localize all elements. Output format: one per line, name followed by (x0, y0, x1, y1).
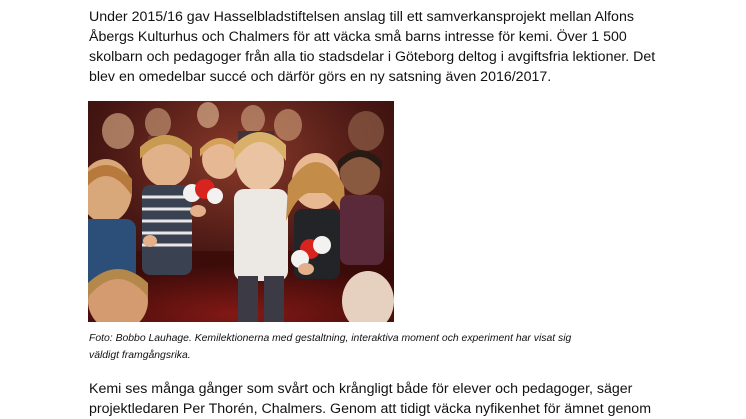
intro-line: Under 2015/16 gav Hasselbladstiftelsen anslag till ett samverkansprojekt mellan Alfons (89, 9, 634, 25)
intro-line: skolbarn och pedagoger från alla tio stadsdelar i Göteborg deltog i avgiftsfria lektioner. Det (89, 49, 656, 65)
body-line: projektledaren Per Thorén, Chalmers. Genom att tidigt väcka nyfikenhet för ämnet genom (89, 401, 652, 417)
intro-paragraph (89, 7, 729, 87)
body-paragraph (89, 379, 729, 419)
article-photo (88, 101, 394, 322)
caption-line: Foto: Bobbo Lauhage. Kemilektionerna med gestaltning, interaktiva moment och experiment har visat sig (89, 333, 572, 344)
caption-line: väldigt framgångsrika. (89, 350, 191, 361)
photo-children-chemistry-lesson-icon (88, 101, 394, 322)
photo-caption (89, 330, 709, 364)
intro-line: Åbergs Kulturhus och Chalmers för att väcka små barns intresse för kemi. Över 1 500 (89, 29, 627, 45)
intro-line: blev en omedelbar succé och därför görs en ny satsning även 2016/2017. (89, 69, 552, 85)
body-line: Kemi ses många gånger som svårt och krångligt både för elever och pedagoger, säger (89, 381, 633, 397)
